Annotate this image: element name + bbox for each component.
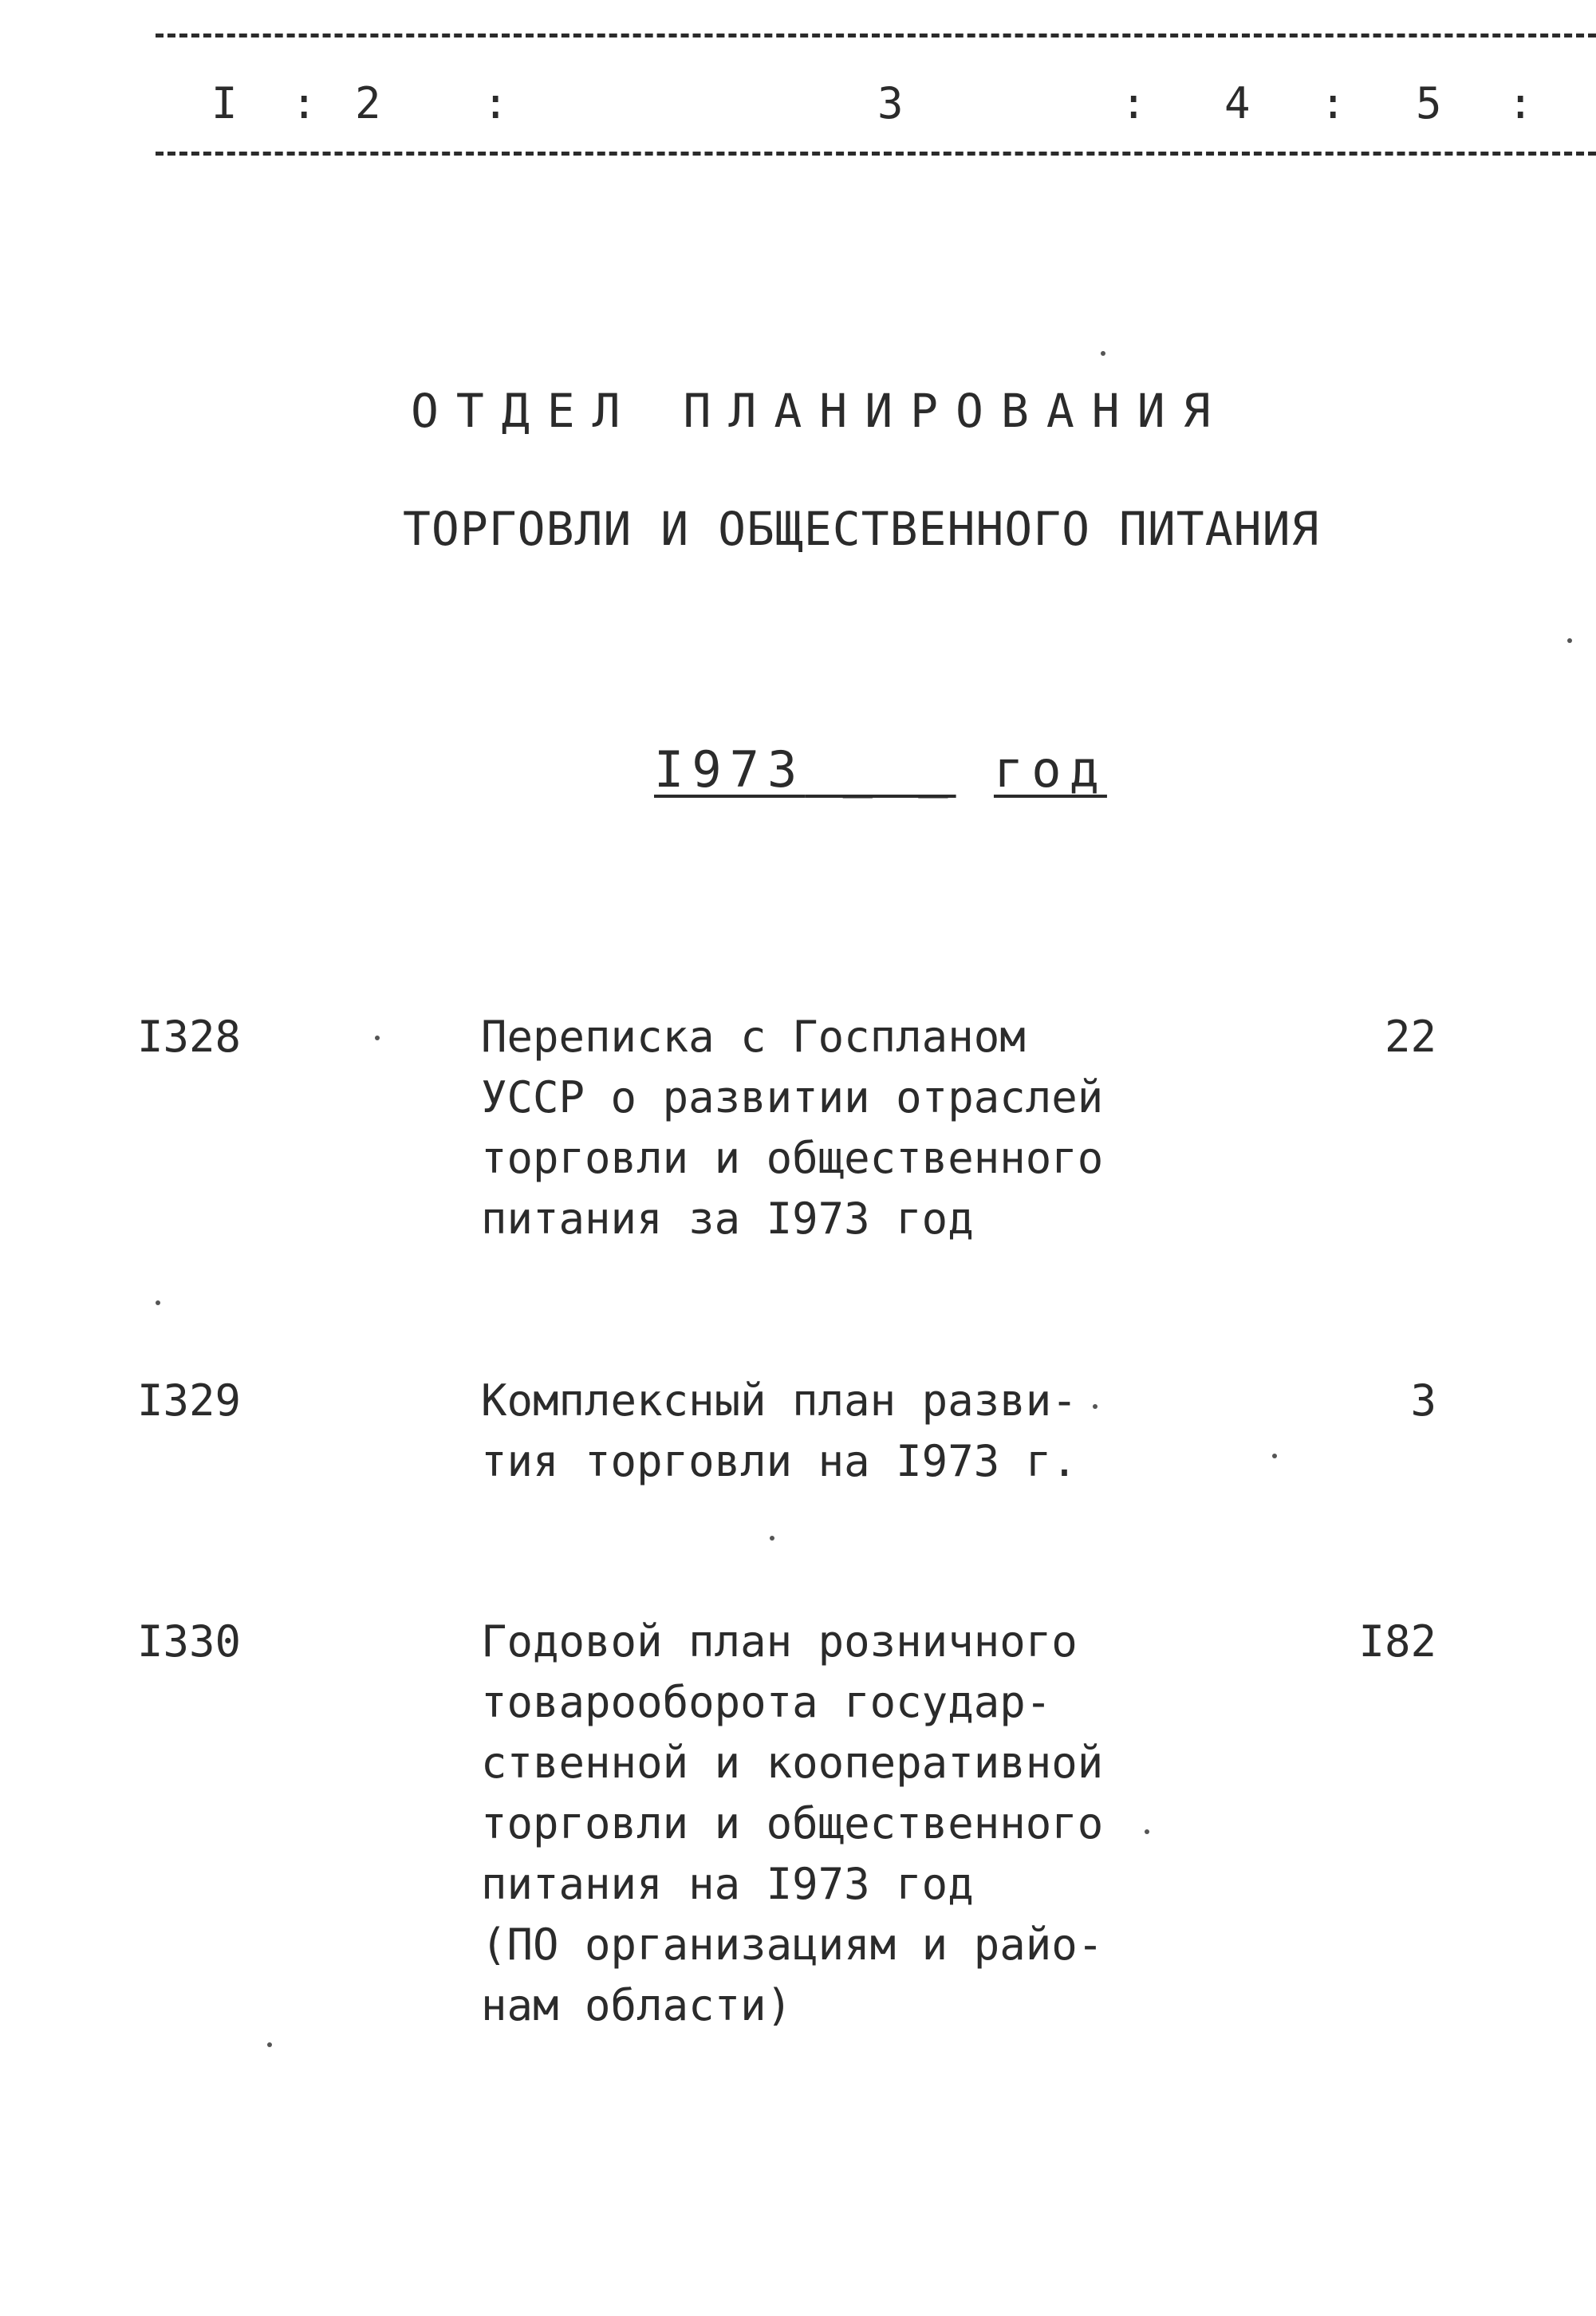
scan-speck: [1272, 1454, 1277, 1458]
column-separator: :: [483, 78, 509, 128]
column-header-5: 5: [1416, 78, 1442, 128]
scan-speck: [267, 2042, 272, 2047]
column-separator: :: [1320, 78, 1346, 128]
header-top-rule: [156, 34, 1596, 37]
entry-pages: 22: [1384, 1012, 1436, 1062]
year-suffix: год: [993, 740, 1107, 799]
entry-title: Комплексный план разви- тия торговли на I973 г.: [481, 1375, 1078, 1486]
column-header-4: 4: [1224, 78, 1251, 128]
column-header-3: 3: [877, 78, 904, 128]
scan-speck: [1567, 638, 1572, 643]
department-title: ОТДЕЛ ПЛАНИРОВАНИЯ: [411, 384, 1228, 438]
scan-speck: [770, 1536, 774, 1541]
column-separator: :: [1121, 78, 1147, 128]
entry-pages: I82: [1358, 1616, 1436, 1667]
scan-speck: [1145, 1829, 1149, 1834]
entry-title: Годовой план розничного товарооборота государ- ственной и кооперативной торговли и общественного питания на I973 год (ПО организациям и райо- нам области): [481, 1616, 1104, 2030]
year-dashes: _ _: [805, 740, 956, 799]
year-value: I973: [654, 740, 806, 799]
scan-speck: [156, 1300, 160, 1305]
header-bottom-rule: [156, 152, 1596, 156]
column-separator: :: [1507, 78, 1534, 128]
year-heading: [654, 742, 1107, 798]
department-subtitle: ТОРГОВЛИ И ОБЩЕСТВЕННОГО ПИТАНИЯ: [403, 502, 1320, 556]
entry-pages: 3: [1410, 1375, 1436, 1426]
scan-speck: [1101, 351, 1105, 356]
scan-speck: [1093, 1404, 1097, 1409]
entry-number: I330: [137, 1616, 242, 1667]
scan-speck: [375, 1036, 380, 1040]
column-separator: :: [291, 78, 317, 128]
entry-number: I329: [137, 1375, 242, 1426]
entry-title: Переписка с Госпланом УССР о развитии отраслей торговли и общественного питания за I973 год: [481, 1012, 1104, 1244]
column-header-2: 2: [355, 78, 381, 128]
column-header-1: I: [211, 78, 238, 128]
entry-number: I328: [137, 1012, 242, 1062]
